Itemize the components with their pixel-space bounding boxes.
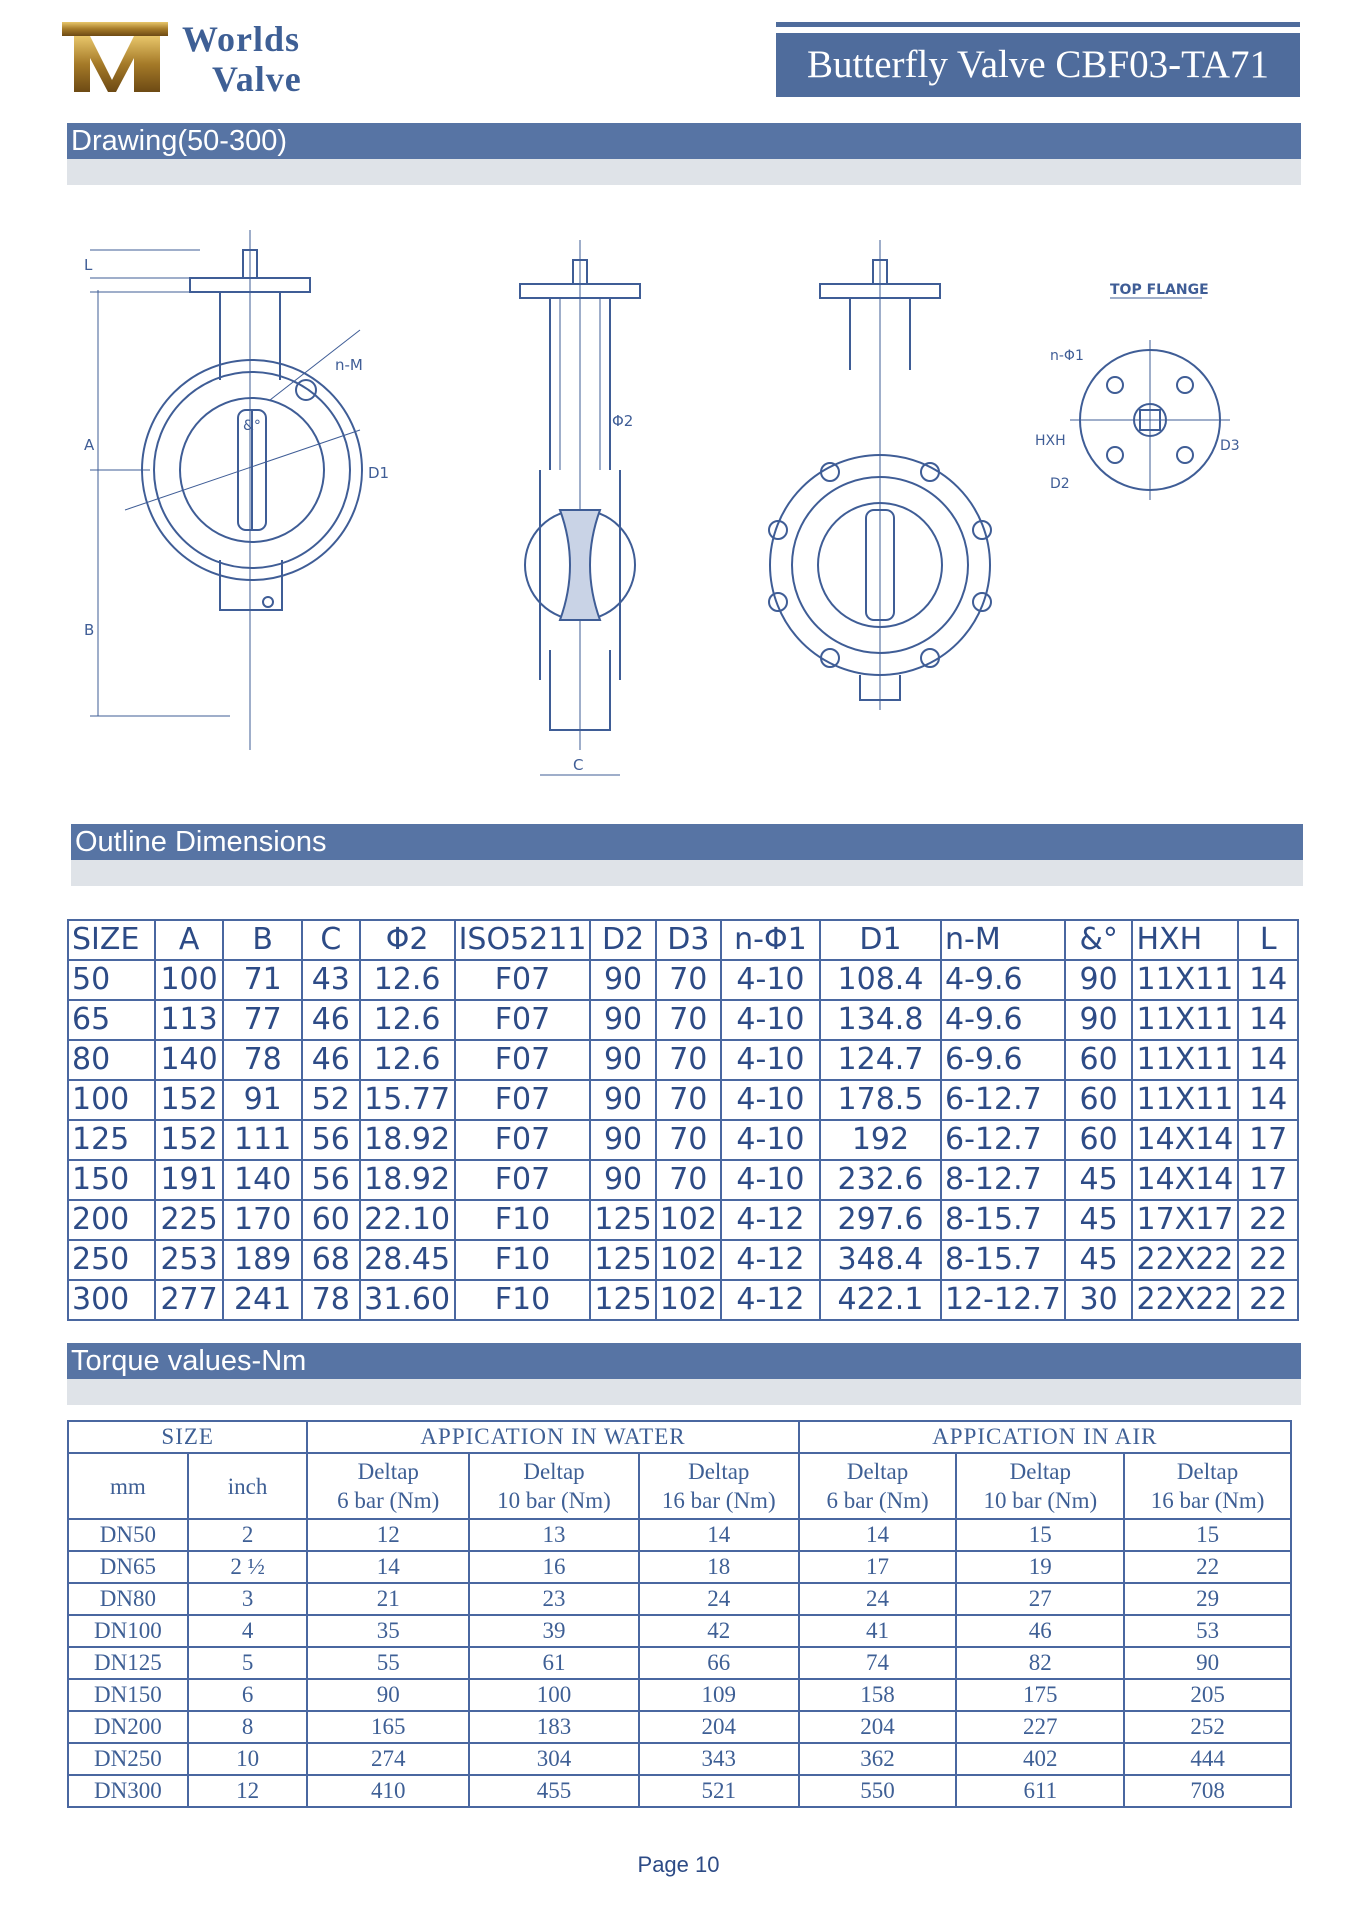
torque-cell: DN200 bbox=[68, 1711, 188, 1743]
dims-cell: 77 bbox=[223, 1000, 302, 1040]
dims-cell: 78 bbox=[223, 1040, 302, 1080]
torque-cell: 455 bbox=[469, 1775, 639, 1807]
torque-col-header bbox=[799, 1453, 957, 1519]
title-rule bbox=[776, 22, 1300, 27]
torque-cell: 35 bbox=[307, 1615, 469, 1647]
dims-cell: 111 bbox=[223, 1120, 302, 1160]
label-l: L bbox=[84, 256, 93, 274]
dims-cell: 6-9.6 bbox=[941, 1040, 1065, 1080]
torque-cell: 24 bbox=[639, 1583, 799, 1615]
torque-row bbox=[68, 1583, 1291, 1615]
dims-cell: 90 bbox=[590, 1160, 655, 1200]
dims-header-cell: n-M bbox=[941, 920, 1065, 960]
section-subbar bbox=[67, 159, 1301, 185]
dims-cell: 50 bbox=[68, 960, 155, 1000]
torque-cell: DN150 bbox=[68, 1679, 188, 1711]
torque-cell: 16 bbox=[469, 1551, 639, 1583]
dimensions-table bbox=[67, 919, 1299, 1321]
torque-water-header: APPICATION IN WATER bbox=[307, 1421, 798, 1453]
dims-cell: 4-12 bbox=[721, 1240, 820, 1280]
dims-row bbox=[68, 960, 1298, 1000]
dims-header-cell: L bbox=[1238, 920, 1298, 960]
dims-cell: 31.60 bbox=[360, 1280, 455, 1320]
pressure-label: 10 bar (Nm) bbox=[983, 1488, 1098, 1513]
dims-cell: 150 bbox=[68, 1160, 155, 1200]
dims-cell: 70 bbox=[656, 1080, 721, 1120]
dims-cell: 43 bbox=[302, 960, 360, 1000]
dims-cell: 100 bbox=[155, 960, 224, 1000]
deltap-label: Deltap bbox=[1009, 1459, 1071, 1484]
dims-cell: 422.1 bbox=[820, 1280, 941, 1320]
dims-cell: 8-15.7 bbox=[941, 1200, 1065, 1240]
torque-col-header bbox=[639, 1453, 799, 1519]
torque-cell: 46 bbox=[956, 1615, 1124, 1647]
torque-cell: 90 bbox=[307, 1679, 469, 1711]
torque-cell: 343 bbox=[639, 1743, 799, 1775]
dims-cell: 277 bbox=[155, 1280, 224, 1320]
torque-col-header bbox=[1124, 1453, 1291, 1519]
torque-cell: 611 bbox=[956, 1775, 1124, 1807]
torque-cell: 15 bbox=[956, 1519, 1124, 1551]
torque-row bbox=[68, 1711, 1291, 1743]
torque-cell: 12 bbox=[307, 1519, 469, 1551]
dims-cell: 11X11 bbox=[1132, 1080, 1238, 1120]
torque-cell: DN300 bbox=[68, 1775, 188, 1807]
torque-cell: 402 bbox=[956, 1743, 1124, 1775]
torque-cell: 274 bbox=[307, 1743, 469, 1775]
torque-cell: 175 bbox=[956, 1679, 1124, 1711]
torque-cell: 24 bbox=[799, 1583, 957, 1615]
dims-cell: 68 bbox=[302, 1240, 360, 1280]
dims-row bbox=[68, 1000, 1298, 1040]
torque-cell: 17 bbox=[799, 1551, 957, 1583]
dims-cell: 102 bbox=[656, 1200, 721, 1240]
dims-cell: 90 bbox=[1065, 960, 1133, 1000]
dims-cell: F07 bbox=[455, 1080, 591, 1120]
dims-cell: F07 bbox=[455, 1120, 591, 1160]
dims-cell: 108.4 bbox=[820, 960, 941, 1000]
dims-header-cell: n-Φ1 bbox=[721, 920, 820, 960]
dims-cell: 15.77 bbox=[360, 1080, 455, 1120]
torque-cell: 14 bbox=[307, 1551, 469, 1583]
deltap-label: Deltap bbox=[523, 1459, 585, 1484]
pressure-label: 16 bar (Nm) bbox=[661, 1488, 776, 1513]
torque-cell: 19 bbox=[956, 1551, 1124, 1583]
dims-cell: 90 bbox=[590, 1080, 655, 1120]
torque-cell: 6 bbox=[188, 1679, 308, 1711]
dims-cell: 12-12.7 bbox=[941, 1280, 1065, 1320]
torque-row bbox=[68, 1775, 1291, 1807]
torque-cell: 410 bbox=[307, 1775, 469, 1807]
dims-cell: 152 bbox=[155, 1120, 224, 1160]
torque-cell: 205 bbox=[1124, 1679, 1291, 1711]
dims-cell: 12.6 bbox=[360, 1000, 455, 1040]
side-view bbox=[520, 240, 640, 775]
dims-cell: 90 bbox=[590, 1000, 655, 1040]
torque-inch-header: inch bbox=[188, 1453, 308, 1519]
torque-air-header: APPICATION IN AIR bbox=[799, 1421, 1291, 1453]
label-a: A bbox=[84, 436, 95, 454]
dims-cell: 22 bbox=[1238, 1240, 1298, 1280]
dims-cell: 17 bbox=[1238, 1120, 1298, 1160]
torque-cell: 2 ½ bbox=[188, 1551, 308, 1583]
dims-header-cell: B bbox=[223, 920, 302, 960]
dims-cell: 8-15.7 bbox=[941, 1240, 1065, 1280]
dims-cell: 348.4 bbox=[820, 1240, 941, 1280]
dims-cell: 125 bbox=[68, 1120, 155, 1160]
torque-cell: 3 bbox=[188, 1583, 308, 1615]
torque-cell: 27 bbox=[956, 1583, 1124, 1615]
dims-cell: 4-10 bbox=[721, 1000, 820, 1040]
dims-cell: 200 bbox=[68, 1200, 155, 1240]
torque-cell: 22 bbox=[1124, 1551, 1291, 1583]
dims-cell: 30 bbox=[1065, 1280, 1133, 1320]
dims-cell: 12.6 bbox=[360, 1040, 455, 1080]
pressure-label: 6 bar (Nm) bbox=[826, 1488, 929, 1513]
dims-cell: 191 bbox=[155, 1160, 224, 1200]
torque-table bbox=[67, 1420, 1292, 1808]
dims-header-cell: HXH bbox=[1132, 920, 1238, 960]
dims-cell: 46 bbox=[302, 1040, 360, 1080]
dims-cell: 14 bbox=[1238, 960, 1298, 1000]
torque-col-header bbox=[469, 1453, 639, 1519]
dims-cell: 4-12 bbox=[721, 1200, 820, 1240]
dims-cell: 113 bbox=[155, 1000, 224, 1040]
dims-header-cell: D3 bbox=[656, 920, 721, 960]
lug-view bbox=[769, 240, 991, 710]
dims-cell: 4-10 bbox=[721, 1040, 820, 1080]
torque-group-header-row bbox=[68, 1421, 1291, 1453]
dims-cell: 70 bbox=[656, 1120, 721, 1160]
dims-cell: 140 bbox=[223, 1160, 302, 1200]
dims-row bbox=[68, 1200, 1298, 1240]
torque-col-header bbox=[307, 1453, 469, 1519]
dims-cell: 70 bbox=[656, 960, 721, 1000]
dims-cell: 22X22 bbox=[1132, 1240, 1238, 1280]
valve-drawing bbox=[60, 210, 1300, 780]
torque-cell: DN125 bbox=[68, 1647, 188, 1679]
dims-cell: 56 bbox=[302, 1160, 360, 1200]
dims-cell: 170 bbox=[223, 1200, 302, 1240]
dims-cell: 60 bbox=[302, 1200, 360, 1240]
deltap-label: Deltap bbox=[1176, 1459, 1239, 1484]
label-top-flange: TOP FLANGE bbox=[1110, 282, 1209, 298]
pressure-label: 16 bar (Nm) bbox=[1150, 1488, 1265, 1513]
dims-header-cell: D1 bbox=[820, 920, 941, 960]
section-subbar bbox=[67, 1379, 1301, 1405]
torque-cell: 204 bbox=[639, 1711, 799, 1743]
dims-header-row bbox=[68, 920, 1298, 960]
dims-cell: F07 bbox=[455, 1040, 591, 1080]
torque-cell: 165 bbox=[307, 1711, 469, 1743]
dims-row bbox=[68, 1080, 1298, 1120]
torque-cell: 18 bbox=[639, 1551, 799, 1583]
dims-cell: 90 bbox=[590, 1120, 655, 1160]
dims-cell: 300 bbox=[68, 1280, 155, 1320]
section-header-torque: Torque values-Nm bbox=[67, 1343, 1301, 1379]
dims-cell: 70 bbox=[656, 1000, 721, 1040]
dims-cell: 4-10 bbox=[721, 1120, 820, 1160]
dims-cell: 60 bbox=[1065, 1120, 1133, 1160]
torque-cell: 550 bbox=[799, 1775, 957, 1807]
dims-row bbox=[68, 1120, 1298, 1160]
torque-cell: 227 bbox=[956, 1711, 1124, 1743]
torque-body bbox=[68, 1421, 1291, 1807]
torque-cell: DN50 bbox=[68, 1519, 188, 1551]
dims-cell: 8-12.7 bbox=[941, 1160, 1065, 1200]
brand-name-line2: Valve bbox=[212, 59, 302, 99]
dims-cell: 60 bbox=[1065, 1040, 1133, 1080]
dims-cell: 22.10 bbox=[360, 1200, 455, 1240]
torque-cell: 66 bbox=[639, 1647, 799, 1679]
dims-cell: F10 bbox=[455, 1200, 591, 1240]
torque-cell: 444 bbox=[1124, 1743, 1291, 1775]
dims-cell: 225 bbox=[155, 1200, 224, 1240]
dims-cell: 125 bbox=[590, 1280, 655, 1320]
torque-cell: DN80 bbox=[68, 1583, 188, 1615]
dims-cell: 45 bbox=[1065, 1240, 1133, 1280]
dims-header-cell: ISO5211 bbox=[455, 920, 591, 960]
dims-cell: 18.92 bbox=[360, 1120, 455, 1160]
dims-cell: 4-10 bbox=[721, 1160, 820, 1200]
dims-cell: 125 bbox=[590, 1240, 655, 1280]
dims-cell: 78 bbox=[302, 1280, 360, 1320]
dims-cell: 4-12 bbox=[721, 1280, 820, 1320]
pressure-label: 10 bar (Nm) bbox=[497, 1488, 611, 1513]
torque-cell: 304 bbox=[469, 1743, 639, 1775]
dims-cell: 90 bbox=[590, 960, 655, 1000]
label-angle: &° bbox=[243, 418, 261, 434]
torque-col-header bbox=[956, 1453, 1124, 1519]
dims-cell: 70 bbox=[656, 1040, 721, 1080]
dims-cell: 14X14 bbox=[1132, 1160, 1238, 1200]
dims-cell: 14 bbox=[1238, 1080, 1298, 1120]
dims-row bbox=[68, 1240, 1298, 1280]
dims-header-cell: SIZE bbox=[68, 920, 155, 960]
pressure-label: 6 bar (Nm) bbox=[337, 1488, 440, 1513]
page-title: Butterfly Valve CBF03-TA71 bbox=[776, 33, 1300, 97]
dims-cell: 189 bbox=[223, 1240, 302, 1280]
torque-size-header: SIZE bbox=[68, 1421, 307, 1453]
brand-mark-icon bbox=[62, 18, 172, 98]
torque-cell: 158 bbox=[799, 1679, 957, 1711]
label-hxh: HXH bbox=[1035, 433, 1066, 449]
label-nm: n-M bbox=[335, 356, 363, 374]
deltap-label: Deltap bbox=[846, 1459, 909, 1484]
torque-cell: 53 bbox=[1124, 1615, 1291, 1647]
torque-cell: 42 bbox=[639, 1615, 799, 1647]
dims-cell: 178.5 bbox=[820, 1080, 941, 1120]
dims-cell: 18.92 bbox=[360, 1160, 455, 1200]
front-view bbox=[84, 230, 389, 750]
torque-row bbox=[68, 1615, 1291, 1647]
torque-cell: 2 bbox=[188, 1519, 308, 1551]
torque-cell: 12 bbox=[188, 1775, 308, 1807]
torque-cell: 10 bbox=[188, 1743, 308, 1775]
dims-header-cell: C bbox=[302, 920, 360, 960]
page-number: Page 10 bbox=[637, 1852, 720, 1877]
torque-cell: 15 bbox=[1124, 1519, 1291, 1551]
dims-cell: 125 bbox=[590, 1200, 655, 1240]
dims-cell: F07 bbox=[455, 960, 591, 1000]
dims-cell: 4-10 bbox=[721, 1080, 820, 1120]
torque-cell: 252 bbox=[1124, 1711, 1291, 1743]
dims-cell: 14 bbox=[1238, 1000, 1298, 1040]
torque-cell: 100 bbox=[469, 1679, 639, 1711]
label-d1: D1 bbox=[368, 464, 390, 482]
dims-cell: 14X14 bbox=[1132, 1120, 1238, 1160]
label-d2: D2 bbox=[1050, 476, 1070, 492]
dims-cell: 152 bbox=[155, 1080, 224, 1120]
dims-cell: 4-10 bbox=[721, 960, 820, 1000]
label-n-phi1: n-Φ1 bbox=[1050, 348, 1084, 364]
deltap-label: Deltap bbox=[688, 1459, 750, 1484]
label-b: B bbox=[84, 621, 95, 639]
torque-cell: 109 bbox=[639, 1679, 799, 1711]
label-phi2: Φ2 bbox=[612, 412, 634, 430]
dims-cell: 232.6 bbox=[820, 1160, 941, 1200]
torque-cell: 39 bbox=[469, 1615, 639, 1647]
dims-cell: 70 bbox=[656, 1160, 721, 1200]
dims-cell: 22 bbox=[1238, 1280, 1298, 1320]
dims-cell: 253 bbox=[155, 1240, 224, 1280]
label-c: C bbox=[573, 756, 584, 774]
torque-cell: 13 bbox=[469, 1519, 639, 1551]
dims-cell: 6-12.7 bbox=[941, 1120, 1065, 1160]
dims-cell: 90 bbox=[590, 1040, 655, 1080]
torque-cell: 204 bbox=[799, 1711, 957, 1743]
dims-cell: 90 bbox=[1065, 1000, 1133, 1040]
dims-cell: 28.45 bbox=[360, 1240, 455, 1280]
torque-cell: 8 bbox=[188, 1711, 308, 1743]
torque-cell: 4 bbox=[188, 1615, 308, 1647]
dims-cell: F07 bbox=[455, 1160, 591, 1200]
torque-cell: 41 bbox=[799, 1615, 957, 1647]
top-flange-view bbox=[1035, 282, 1240, 500]
dims-cell: 46 bbox=[302, 1000, 360, 1040]
torque-cell: 23 bbox=[469, 1583, 639, 1615]
section-subbar bbox=[71, 860, 1303, 886]
section-header-drawing: Drawing(50-300) bbox=[67, 123, 1301, 159]
torque-cell: 61 bbox=[469, 1647, 639, 1679]
torque-sub-header-row bbox=[68, 1453, 1291, 1519]
section-header-outline: Outline Dimensions bbox=[71, 824, 1303, 860]
label-d3: D3 bbox=[1220, 438, 1240, 454]
torque-cell: 90 bbox=[1124, 1647, 1291, 1679]
dims-cell: 45 bbox=[1065, 1200, 1133, 1240]
dimensions-body bbox=[68, 920, 1298, 1320]
dims-cell: 4-9.6 bbox=[941, 1000, 1065, 1040]
dims-cell: 4-9.6 bbox=[941, 960, 1065, 1000]
brand-logo bbox=[62, 18, 362, 98]
dims-cell: 91 bbox=[223, 1080, 302, 1120]
dims-cell: 140 bbox=[155, 1040, 224, 1080]
torque-cell: 29 bbox=[1124, 1583, 1291, 1615]
torque-cell: DN100 bbox=[68, 1615, 188, 1647]
dims-header-cell: D2 bbox=[590, 920, 655, 960]
dims-cell: 11X11 bbox=[1132, 1000, 1238, 1040]
brand-name-line1: Worlds bbox=[182, 19, 301, 59]
dims-cell: 124.7 bbox=[820, 1040, 941, 1080]
dims-cell: 52 bbox=[302, 1080, 360, 1120]
dims-cell: 297.6 bbox=[820, 1200, 941, 1240]
dims-cell: 45 bbox=[1065, 1160, 1133, 1200]
dims-header-cell: A bbox=[155, 920, 224, 960]
torque-cell: 14 bbox=[799, 1519, 957, 1551]
dims-row bbox=[68, 1040, 1298, 1080]
deltap-label: Deltap bbox=[357, 1459, 419, 1484]
dims-cell: 22X22 bbox=[1132, 1280, 1238, 1320]
dims-cell: 14 bbox=[1238, 1040, 1298, 1080]
torque-row bbox=[68, 1519, 1291, 1551]
dims-cell: 192 bbox=[820, 1120, 941, 1160]
torque-row bbox=[68, 1647, 1291, 1679]
dims-cell: 134.8 bbox=[820, 1000, 941, 1040]
dims-header-cell: &° bbox=[1065, 920, 1133, 960]
dims-cell: 17 bbox=[1238, 1160, 1298, 1200]
dims-cell: 100 bbox=[68, 1080, 155, 1120]
dims-cell: 102 bbox=[656, 1240, 721, 1280]
dims-cell: 250 bbox=[68, 1240, 155, 1280]
dims-cell: 6-12.7 bbox=[941, 1080, 1065, 1120]
torque-mm-header: mm bbox=[68, 1453, 188, 1519]
torque-cell: 521 bbox=[639, 1775, 799, 1807]
torque-cell: 21 bbox=[307, 1583, 469, 1615]
torque-cell: 183 bbox=[469, 1711, 639, 1743]
torque-cell: 362 bbox=[799, 1743, 957, 1775]
dims-cell: F10 bbox=[455, 1280, 591, 1320]
dims-row bbox=[68, 1160, 1298, 1200]
dims-cell: 56 bbox=[302, 1120, 360, 1160]
dims-cell: 11X11 bbox=[1132, 1040, 1238, 1080]
torque-cell: 55 bbox=[307, 1647, 469, 1679]
dims-cell: F10 bbox=[455, 1240, 591, 1280]
torque-row bbox=[68, 1551, 1291, 1583]
dims-cell: 60 bbox=[1065, 1080, 1133, 1120]
torque-cell: 14 bbox=[639, 1519, 799, 1551]
dims-header-cell: Φ2 bbox=[360, 920, 455, 960]
torque-cell: 82 bbox=[956, 1647, 1124, 1679]
dims-cell: 17X17 bbox=[1132, 1200, 1238, 1240]
dims-cell: 71 bbox=[223, 960, 302, 1000]
torque-row bbox=[68, 1743, 1291, 1775]
torque-cell: 74 bbox=[799, 1647, 957, 1679]
dims-cell: 241 bbox=[223, 1280, 302, 1320]
torque-row bbox=[68, 1679, 1291, 1711]
torque-cell: 708 bbox=[1124, 1775, 1291, 1807]
dims-cell: 102 bbox=[656, 1280, 721, 1320]
dims-cell: 22 bbox=[1238, 1200, 1298, 1240]
torque-cell: 5 bbox=[188, 1647, 308, 1679]
dims-cell: 80 bbox=[68, 1040, 155, 1080]
torque-cell: DN65 bbox=[68, 1551, 188, 1583]
dims-cell: 65 bbox=[68, 1000, 155, 1040]
torque-cell: DN250 bbox=[68, 1743, 188, 1775]
dims-cell: 11X11 bbox=[1132, 960, 1238, 1000]
dims-cell: 12.6 bbox=[360, 960, 455, 1000]
dims-row bbox=[68, 1280, 1298, 1320]
dims-cell: F07 bbox=[455, 1000, 591, 1040]
